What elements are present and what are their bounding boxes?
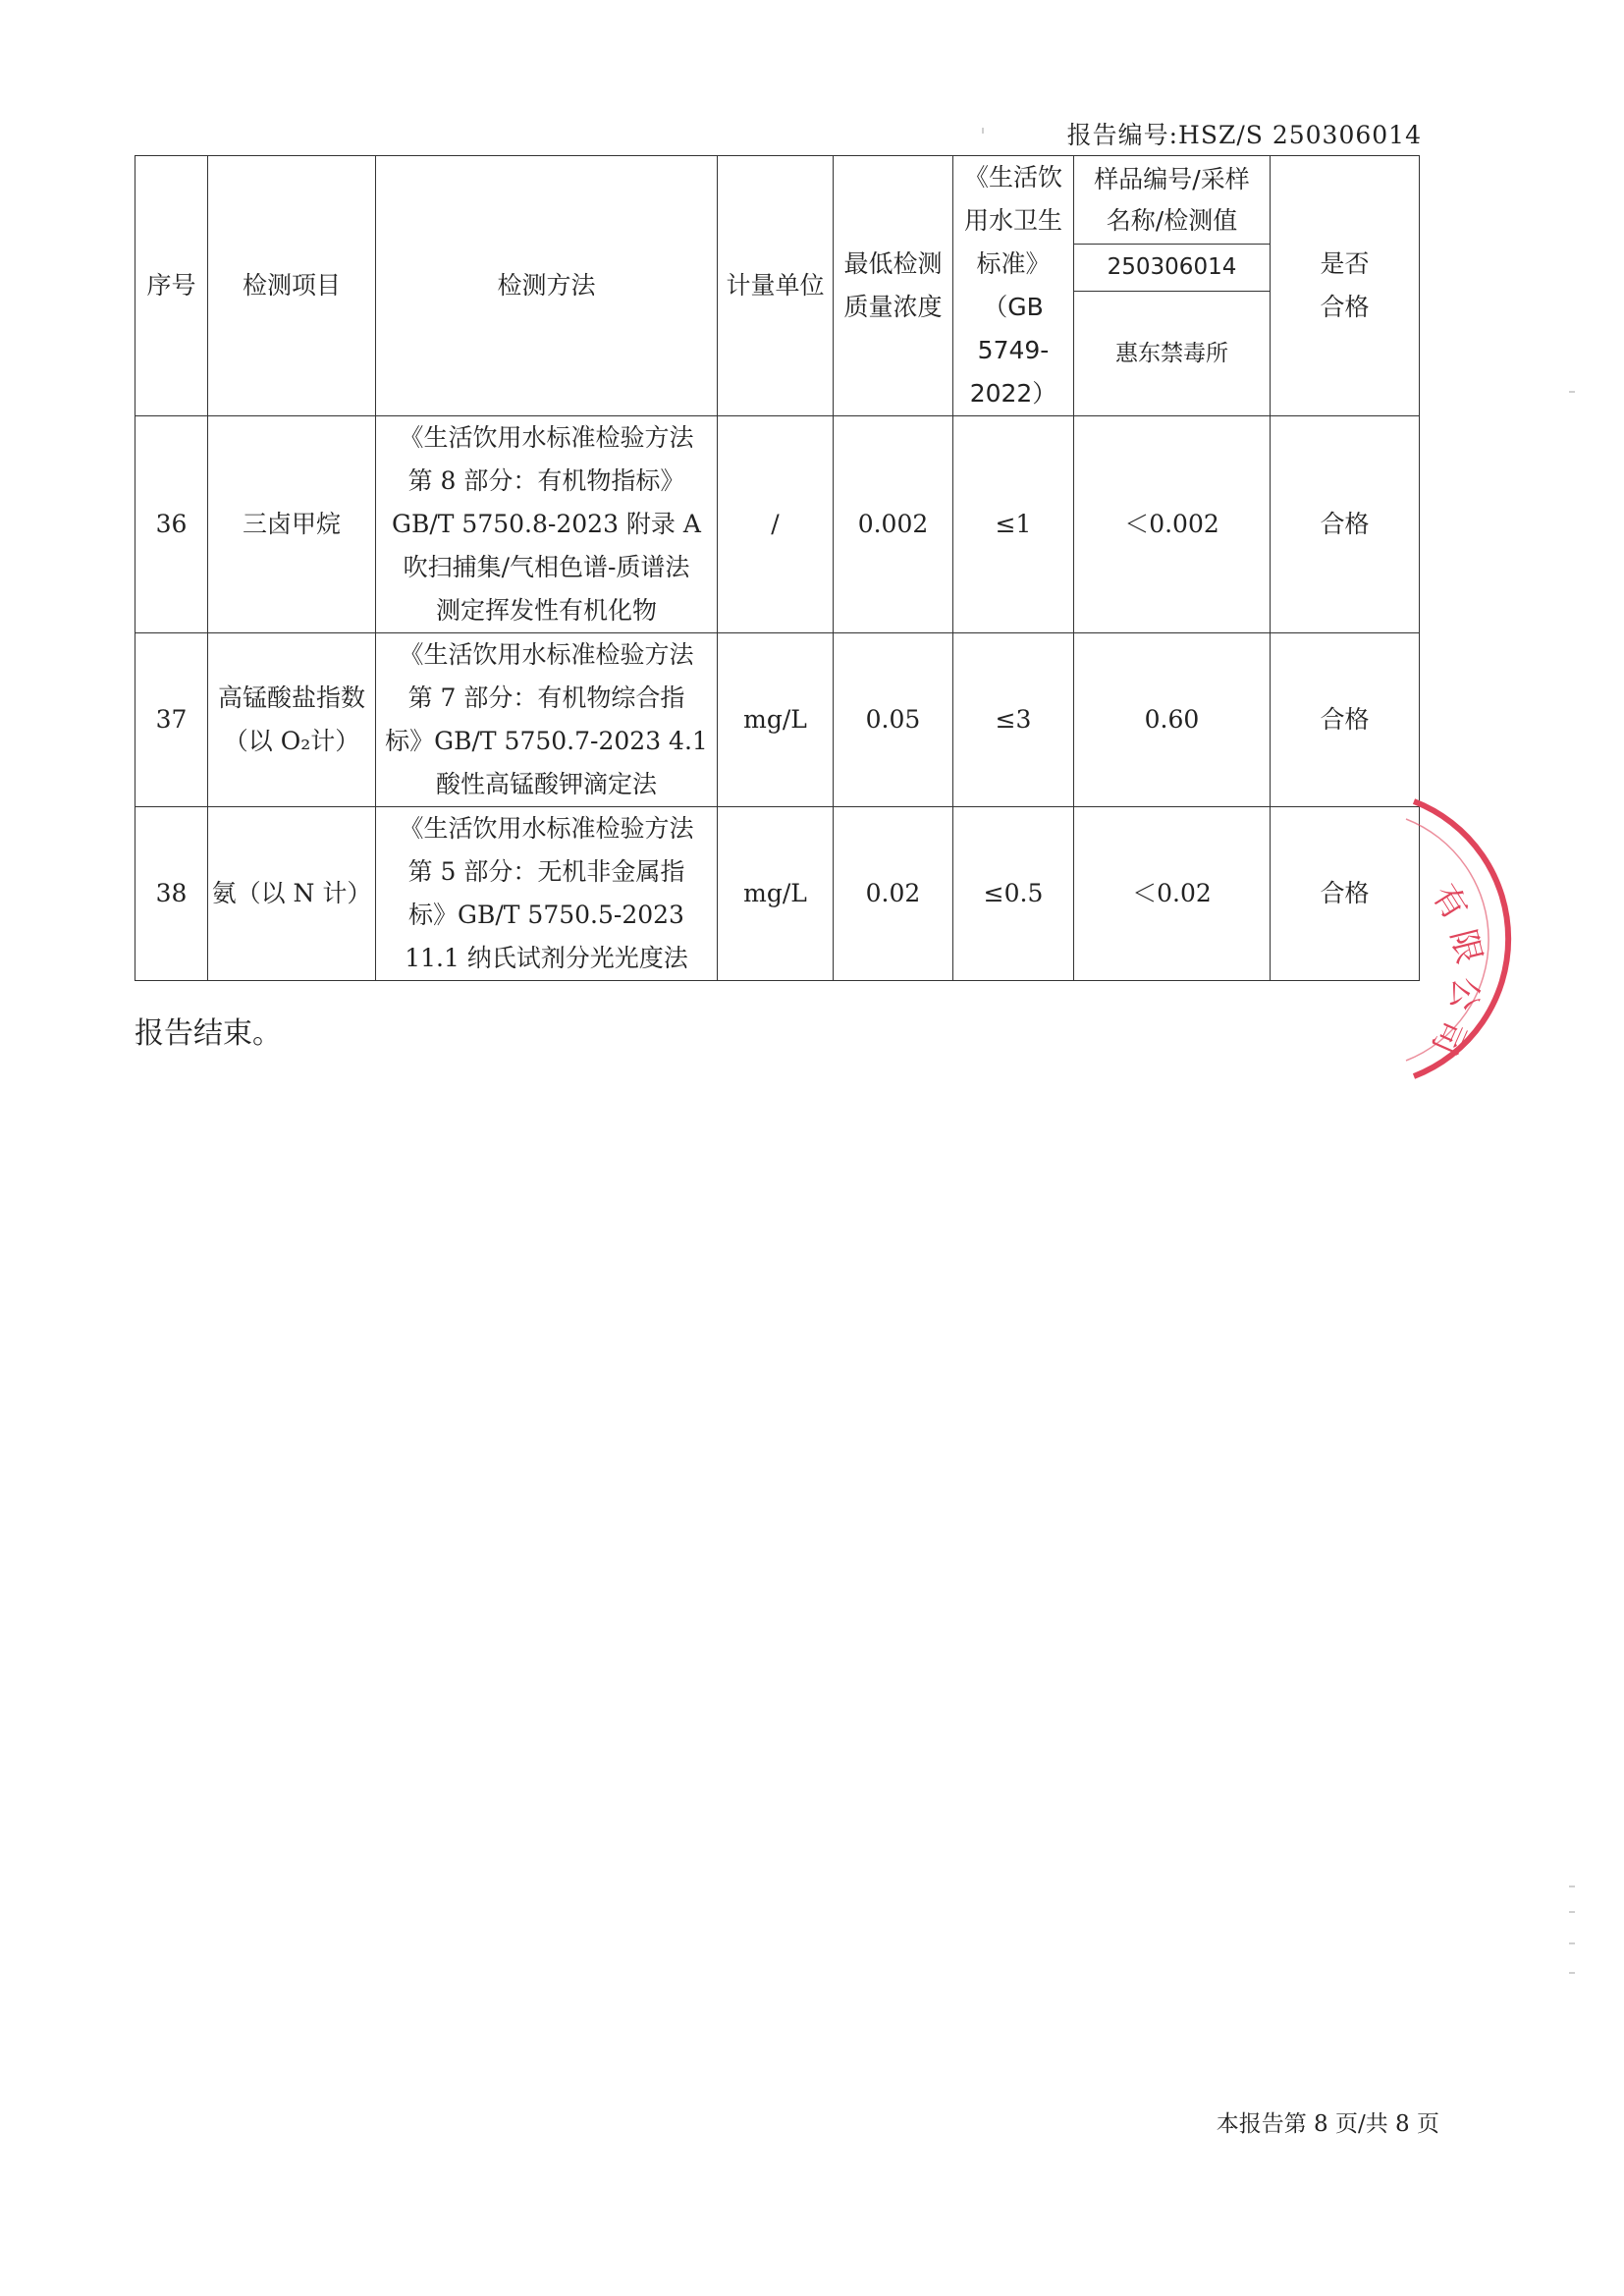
header-item: 检测项目 — [208, 156, 376, 416]
scan-mark — [1569, 1886, 1575, 1887]
sample-code: 250306014 — [1074, 245, 1271, 292]
scan-mark — [1569, 1942, 1575, 1944]
sample-name: 惠东禁毒所 — [1074, 291, 1271, 415]
table-row: 37 高锰酸盐指数 （以 O₂计） 《生活饮用水标准检验方法 第 7 部分：有机物综合指 标》GB/T 5750.7-2023 4.1 酸性高锰酸钾滴定法 mg/L 0.05 ≤3 0.60 合格 — [135, 633, 1420, 807]
scan-mark — [1569, 1911, 1575, 1913]
header-no: 序号 — [135, 156, 208, 416]
svg-text:限: 限 — [1442, 925, 1489, 968]
report-number: 报告编号:HSZ/S 250306014 — [1066, 121, 1422, 149]
scan-mark — [1569, 1972, 1575, 1974]
header-sample-label: 样品编号/采样 名称/检测值 — [1074, 156, 1271, 245]
header-row — [135, 156, 1420, 245]
svg-text:司: 司 — [1423, 1013, 1474, 1061]
seal-graphic — [1345, 786, 1542, 1100]
header-unit: 计量单位 — [718, 156, 834, 416]
svg-text:公: 公 — [1442, 975, 1486, 1013]
header-standard: 《生活饮 用水卫生 标准》 （GB 5749- 2022） — [953, 156, 1074, 416]
report-end-note: 报告结束。 — [135, 1016, 282, 1051]
scan-mark — [1569, 391, 1575, 393]
header-result: 是否 合格 — [1271, 156, 1420, 416]
company-seal-stamp — [1345, 786, 1542, 1100]
table-row: 36 三卤甲烷 《生活饮用水标准检验方法 第 8 部分：有机物指标》 GB/T 5750.8-2023 附录 A 吹扫捕集/气相色谱-质谱法 测定挥发性有机化物 / 0.002 ≤1 ＜0.002 合格 — [135, 416, 1420, 633]
svg-text:有: 有 — [1424, 877, 1476, 927]
table-row: 38 氨（以 N 计） 《生活饮用水标准检验方法 第 5 部分：无机非金属指 标》GB/T 5750.5-2023 11.1 纳氏试剂分光光度法 mg/L 0.02 ≤0.5 ＜0.02 合格 — [135, 807, 1420, 981]
page-footer: 本报告第 8 页/共 8 页 — [1216, 2111, 1439, 2137]
scan-mark — [982, 128, 984, 134]
header-mdl: 最低检测 质量浓度 — [834, 156, 953, 416]
header-method: 检测方法 — [376, 156, 718, 416]
results-table — [135, 155, 1420, 981]
